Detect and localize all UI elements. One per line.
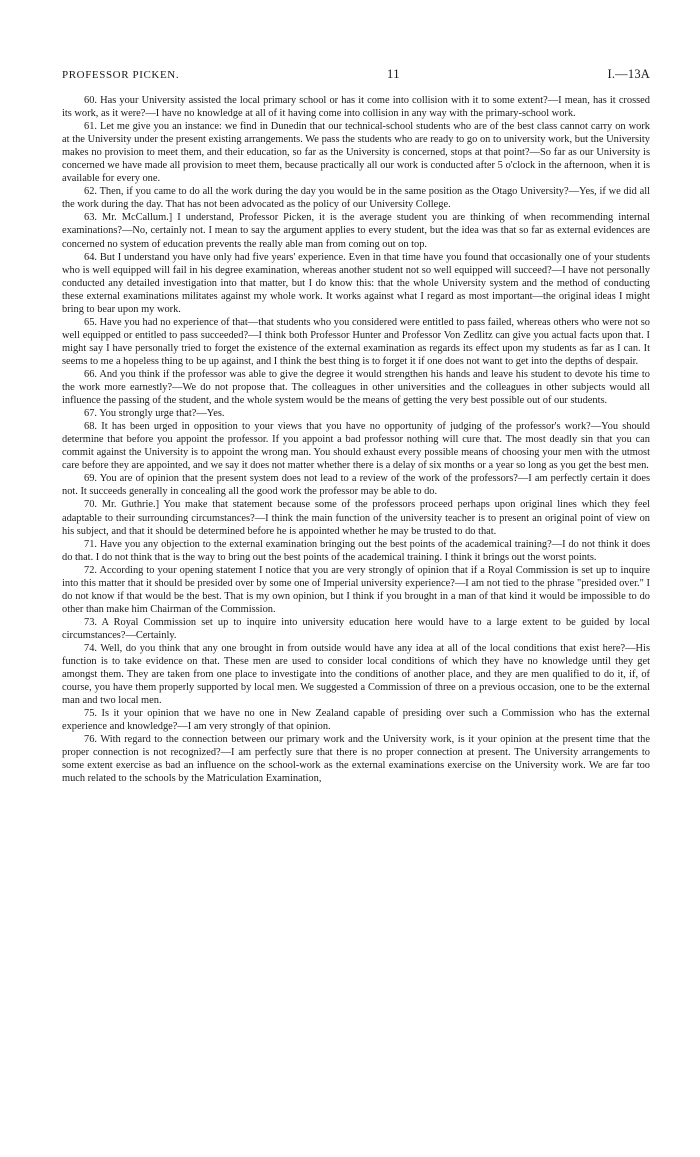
page-header — [62, 66, 650, 82]
paragraph: 67. You strongly urge that?—Yes. — [84, 408, 225, 420]
running-head: PROFESSOR PICKEN. — [62, 69, 180, 81]
paragraph: 66. And you think if the professor was able to give the degree it would strengthen his hands and leave his student to devote his time to the work more earnestly?—We do not propose that. The colleagues in other universities and the colleagues in other subjects would all influence the passing of the student, and the whole system would be the means of getting the very best possible out of our students. — [62, 368, 650, 407]
paragraph: 75. Is it your opinion that we have no one in New Zealand capable of presiding over such a Commission who has the external experience and knowledge?—I am very strongly of that opinion. — [62, 708, 650, 733]
paragraph: 60. Has your University assisted the local primary school or has it come into collision with it to some extent?—I mean, has it crossed its work, as it were?—I have no knowledge at all of it having come into collision in any way with the primary-school work. — [62, 95, 650, 120]
paragraph: 64. But I understand you have only had five years' experience. Even in that time have you found that occasionally one of your students who is well equipped will fail in his degree examination, whereas another student not so well equipped will succeed?—I have not personally conducted any detailed investigation into that matter, but I do know this: that the whole University system and the method of conducting these external examinations militates against my whole work. It works against what I regard as most important—the original ideas I might bring to bear upon my work. — [62, 251, 650, 315]
paragraph: 62. Then, if you came to do all the work during the day you would be in the same position as the Otago University?—Yes, if we did all the work during the day. That has not been advocated as the policy of our University College. — [62, 186, 650, 211]
paragraph: 70. Mr. Guthrie.] You make that statement because some of the professors proceed perhaps upon original lines which they feel adaptable to their surrounding circumstances?—I think the main function of the university teacher is to present an original point of view on his subject, and that it should be determined before he is appointed whether he may be trusted to do that. — [62, 499, 650, 537]
paragraph: 71. Have you any objection to the external examination bringing out the best points of the academical training?—I do not think it does do that. I do not think that is the way to bring out the best points of the academical training. I think it brings out the worst points. — [62, 538, 650, 563]
paragraph: 72. According to your opening statement I notice that you are very strongly of opinion that if a Royal Commission is set up to inquire into this matter that it should be presided over by some one of Imperial university experience?—I am not tied to the phrase "presided over." I do not know if that would be the best. That is my own opinion, but I think if you brought in a man of that kind it would be impossible to do other than make him Chairman of the Commission. — [62, 564, 650, 615]
paragraph: 65. Have you had no experience of that—that students who you considered were entitled to pass failed, whereas others who were not so well equipped or entitled to pass succeeded?—I think both Professor Hunter and Professor Von Zedlitz can give you actual facts upon that. I might say I have personally tried to forget the existence of the external examination as regards its effect upon my students as far as I can. It seems to me a hopeless thing to be up against, and I think the best thing is to forget it if one does not want to get into the depths of despair. — [62, 316, 650, 367]
paragraph: 76. With regard to the connection between our primary work and the University work, is it your opinion at the present time that the proper connection is not recognized?—I am perfectly sure that there is no proper connection at present. The University arrangements to some extent exercise as bad an influence on the school-work as the external examinations exercise on the University work. We are far too much related to the schools by the Matriculation Examination, — [62, 734, 650, 785]
paragraph: 68. It has been urged in opposition to your views that you have no opportunity of judging of the professor's work?—You should determine that before you appoint the professor. If you appoint a bad professor nothing will cure that. The most deadly sin that you can commit against the University is to appoint the wrong man. You should exhaust every possible means of choosing your men with the utmost care before they are appointed, and we say it does not matter whether there is a delay of six months or a year so long as you get the best men. — [62, 421, 650, 472]
page-number: 11 — [386, 66, 400, 81]
paragraph: 63. Mr. McCallum.] I understand, Professor Picken, it is the average student you are thinking of when recommending internal examinations?—No, certainly not. I mean to say the argument applies to every student, but the idea was that so far as external evidences are concerned no system of education prevents the really able man from coming out on top. — [62, 212, 650, 250]
paragraph: 69. You are of opinion that the present system does not lead to a review of the work of the professors?—I am perfectly certain it does not. It succeeds generally in concealing all the good work the professor may be able to do. — [62, 473, 650, 498]
paragraph: 74. Well, do you think that any one brought in from outside would have any idea at all of the local conditions that exist here?—His function is to take evidence on that. These men are used to consider local conditions of which they have no knowledge until they get amongst them. They are taken from one place to investigate into the conditions of another place, and they are men qualified to do it, if, of course, you have them properly supported by local men. We suggested a Commission of three on a previous occasion, one to be the external man and two local men. — [62, 642, 650, 707]
document-reference: I.—13A — [607, 67, 650, 81]
document-body — [62, 94, 650, 785]
paragraph: 73. A Royal Commission set up to inquire into university education here would have to a large extent to be guided by local circumstances?—Certainly. — [62, 616, 650, 641]
paragraph: 61. Let me give you an instance: we find in Dunedin that our technical-school students who are of the best class cannot carry on work at the University under the present existing arrangements. We pass the students who are ready to go on to university work, but the University makes no provision to meet them, and their education, so far as the University is concerned, stops at that point?—So far as our University is concerned we have made all provision to meet them, because practically all our work is conducted after 5 o'clock in the afternoon, when it is available for every one. — [62, 121, 650, 185]
